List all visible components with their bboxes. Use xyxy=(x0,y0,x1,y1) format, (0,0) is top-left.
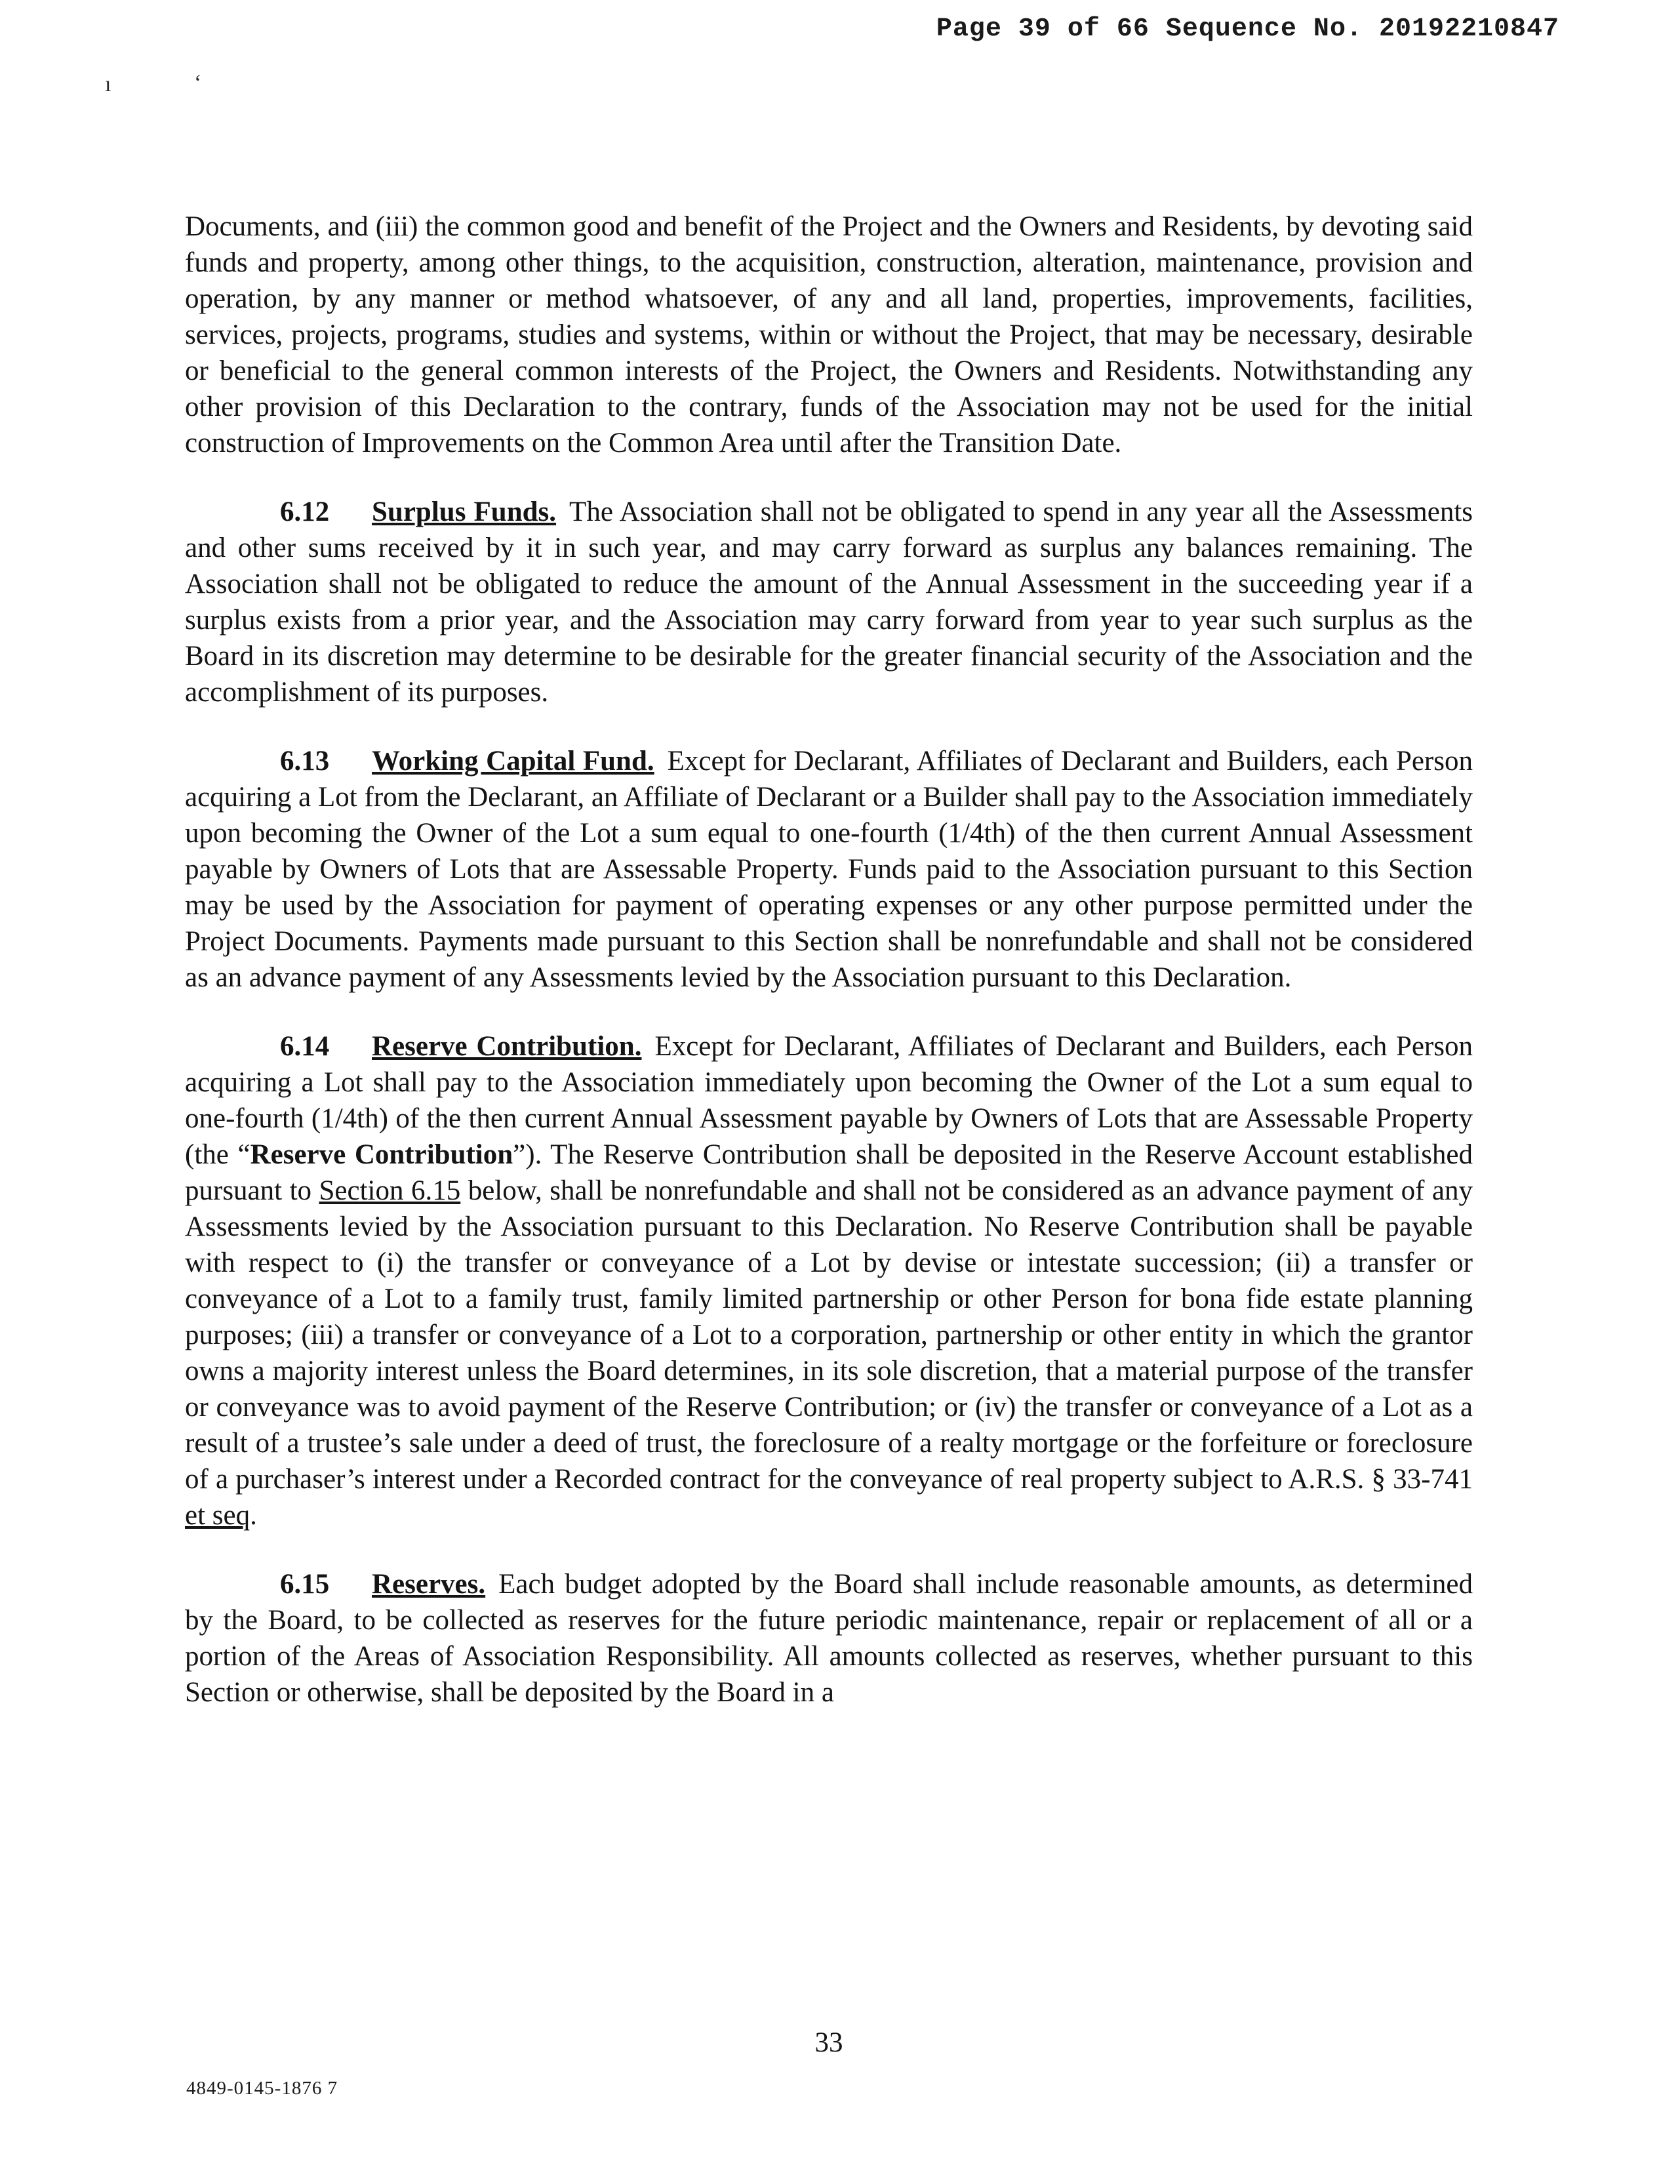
section-6-15 xyxy=(185,1566,1473,1710)
section-title: Working Capital Fund. xyxy=(372,746,654,777)
section-6-14 xyxy=(185,1028,1473,1533)
text-segment: Documents, and (iii) the common good and benefit of the Project and the Owners and Residents, by devoting said funds and property, among other things, to the acquisition, construction, alteration, maintenance, provision and operation, by any manner or method whatsoever, of any and all land, properties, improvements, facilities, services, projects, programs, studies and systems, within or without the Project, that may be necessary, desirable or beneficial to the general common interests of the Project, the Owners and Residents. Notwithstanding any other provision of this Declaration to the contrary, funds of the Association may not be used for the initial construction of Improvements on the Common Area until after the Transition Date. xyxy=(185,211,1473,458)
text-segment: ”). The Reserve Contribution shall be deposited in the Reserve Account established pursuant to xyxy=(185,1139,1473,1206)
text-segment-underlined-cross-reference: Section 6.15 xyxy=(319,1175,461,1206)
scan-artifact-mark: ‘ xyxy=(194,71,202,95)
section-title: Reserve Contribution. xyxy=(372,1031,642,1062)
text-segment: Except for Declarant, Affiliates of Declarant and Builders, each Person acquiring a Lot shall pay to the Association immediately upon becoming the Owner of the Lot a sum equal to one-fourth (1/4th) of the then current Annual Assessment payable by Owners of Lots that are Assessable Property (the “ xyxy=(185,1031,1473,1170)
text-segment: below, shall be nonrefundable and shall not be considered as an advance payment of any Assessments levied by the Association pursuant to this Declaration. No Reserve Contribution shall be payable with respect to (i) the transfer or conveyance of a Lot by devise or intestate succession; (ii) a transfer or conveyance of a Lot to a family trust, family limited partnership or other Person for bona fide estate planning purposes; (iii) a transfer or conveyance of a Lot to a corporation, partnership or other entity in which the grantor owns a majority interest unless the Board determines, in its sole discretion, that a material purpose of the transfer or conveyance was to avoid payment of the Reserve Contribution; or (iv) the transfer or conveyance of a Lot as a result of a trustee’s sale under a deed of trust, the foreclosure of a realty mortgage or the forfeiture or foreclosure of a purchaser’s interest under a Recorded contract for the conveyance of real property subject to A.R.S. § 33-741 xyxy=(185,1175,1473,1495)
document-control-number: 4849-0145-1876 7 xyxy=(186,2078,338,2099)
paragraph-continuation xyxy=(185,209,1473,461)
text-segment-bold: Reserve Contribution xyxy=(250,1139,513,1170)
section-6-12 xyxy=(185,494,1473,710)
scan-artifact-mark: ı xyxy=(105,72,111,96)
text-segment-underlined: et seq xyxy=(185,1500,250,1531)
section-6-13 xyxy=(185,743,1473,996)
section-title: Reserves. xyxy=(372,1569,486,1600)
text-segment: Except for Declarant, Affiliates of Declarant and Builders, each Person acquiring a Lot from the Declarant, an Affiliate of Declarant or a Builder shall pay to the Association immediately upon becoming the Owner of the Lot a sum equal to one-fourth (1/4th) of the then current Annual Assessment payable by Owners of Lots that are Assessable Property. Funds paid to the Association pursuant to this Section may be used by the Association for payment of operating expenses or any other purpose permitted under the Project Documents. Payments made pursuant to this Section shall be nonrefundable and shall not be considered as an advance payment of any Assessments levied by the Association pursuant to this Declaration. xyxy=(185,746,1473,993)
document-body xyxy=(185,209,1473,1743)
section-number: 6.15 xyxy=(280,1569,330,1600)
page-number: 33 xyxy=(814,2027,843,2058)
section-number: 6.14 xyxy=(280,1031,330,1062)
page-header-sequence-info: Page 39 of 66 Sequence No. 20192210847 xyxy=(936,14,1559,44)
section-number: 6.12 xyxy=(280,496,330,527)
text-segment: Each budget adopted by the Board shall include reasonable amounts, as determined by the Board, to be collected as reserves for the future periodic maintenance, repair or replacement of all or a portion of the Areas of Association Responsibility. All amounts collected as reserves, whether pursuant to this Section or otherwise, shall be deposited by the Board in a xyxy=(185,1569,1473,1708)
text-segment: . xyxy=(250,1500,257,1531)
section-number: 6.13 xyxy=(280,746,330,777)
text-segment: The Association shall not be obligated to spend in any year all the Assessments and other sums received by it in such year, and may carry forward as surplus any balances remaining. The Association shall not be obligated to reduce the amount of the Annual Assessment in the succeeding year if a surplus exists from a prior year, and the Association may carry forward from year to year such surplus as the Board in its discretion may determine to be desirable for the greater financial security of the Association and the accomplishment of its purposes. xyxy=(185,496,1473,708)
section-title: Surplus Funds. xyxy=(372,496,557,527)
